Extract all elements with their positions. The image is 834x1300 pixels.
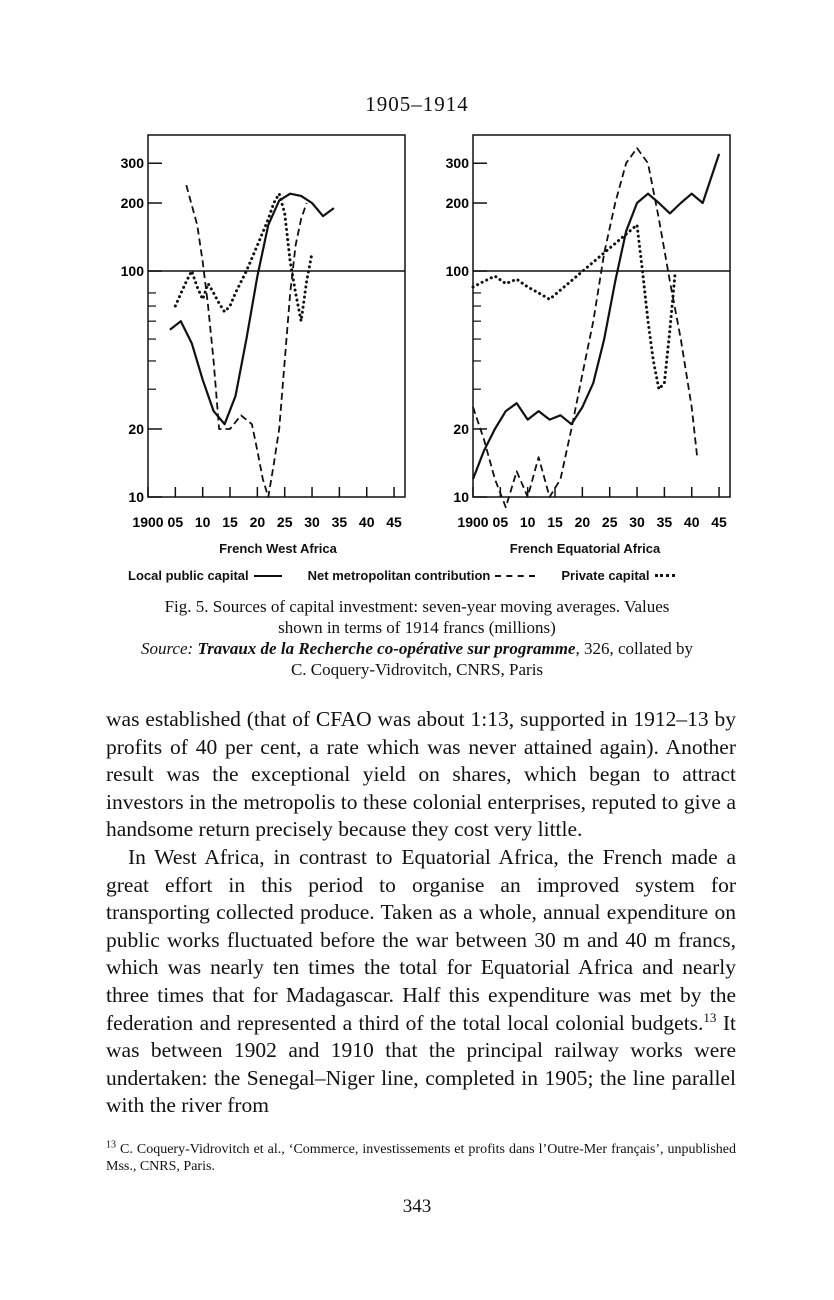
y-tick-label: 300 — [445, 155, 469, 172]
series-line-dotted — [175, 194, 312, 322]
chart-french-equatorial-africa — [425, 130, 745, 540]
caption-source: Source: Travaux de la Recherche co-opérative sur programme, 326, collated by — [140, 639, 694, 658]
body-text — [106, 706, 736, 1120]
paragraph-2 — [106, 844, 736, 1120]
x-tick-label: 40 — [358, 514, 375, 530]
x-tick-label: 25 — [601, 514, 618, 530]
x-tick-label: 15 — [222, 514, 238, 530]
footnote-number: 13 — [106, 1139, 116, 1151]
caption-source-label: Source — [140, 639, 188, 658]
x-tick-label: 20 — [249, 514, 266, 530]
x-tick-label: 05 — [167, 514, 184, 530]
footnote-ref-13[interactable]: 13 — [703, 1009, 717, 1025]
x-tick-label: 1900 — [132, 514, 164, 530]
y-tick-label: 20 — [453, 420, 469, 437]
region-label-equatorial: French Equatorial Africa — [509, 541, 661, 556]
y-tick-label: 200 — [120, 195, 144, 212]
caption-line-1: Fig. 5. Sources of capital investment: seven-year moving averages. Values — [164, 597, 670, 616]
x-tick-label: 30 — [629, 514, 645, 530]
y-tick-label: 100 — [445, 263, 469, 280]
y-tick-label: 10 — [453, 489, 469, 505]
legend-swatch-dashed — [495, 575, 535, 577]
legend-label-private: Private capital — [561, 568, 650, 583]
x-tick-label: 30 — [304, 514, 320, 530]
x-tick-label: 05 — [492, 514, 509, 530]
y-tick-label: 100 — [120, 263, 144, 280]
x-tick-label: 35 — [331, 514, 348, 530]
footnote-text: C. Coquery-Vidrovitch et al., ‘Commerce, investissements et profits dans l’Outre-Mer français’, unpublished Mss., CNRS, Paris. — [106, 1142, 736, 1174]
paragraph-2-part-a: In West Africa, in contrast to Equatorial Africa, the French made a great effort in this period to organise an improved system for transporting collected produce. Taken as a whole, annual expenditure on public works fluctuated before the war between 30 m and 40 m francs, which was nearly ten times the total for Equatorial Africa and nearly three times that for Madagascar. Half this expenditure was met by the federation and represented a third of the total local colonial budgets. — [106, 844, 736, 1035]
y-tick-label: 200 — [445, 195, 469, 212]
x-tick-label: 15 — [547, 514, 563, 530]
caption-line-4: C. Coquery-Vidrovitch, CNRS, Paris — [290, 660, 544, 679]
chart-french-west-africa — [100, 130, 420, 540]
legend-swatch-solid — [254, 575, 282, 577]
legend-item-private — [561, 568, 674, 583]
page-number: 343 — [402, 1196, 432, 1217]
y-tick-label: 300 — [120, 155, 144, 172]
series-line-dotted — [473, 225, 675, 389]
legend-swatch-dotted — [655, 574, 675, 577]
legend — [128, 568, 768, 583]
series-line-solid — [170, 194, 334, 425]
x-tick-label: 25 — [276, 514, 293, 530]
y-tick-label: 10 — [128, 489, 144, 505]
series-line-dashed — [473, 148, 697, 507]
paragraph-2-part-b: It was between 1902 and 1910 that the principal railway works were undertaken: the Senegal–Niger line, completed in 1905; the line parallel with the river from — [106, 1010, 736, 1118]
x-tick-label: 45 — [711, 514, 727, 530]
caption-source-rest: , 326, collated by — [575, 639, 694, 658]
caption-source-title: Travaux de la Recherche co-opérative sur programme — [197, 639, 576, 658]
running-head: 1905–1914 — [365, 92, 469, 116]
caption-line-2: shown in terms of 1914 francs (millions) — [278, 618, 556, 637]
footnote — [106, 1141, 736, 1175]
x-tick-label: 35 — [656, 514, 673, 530]
figure-caption — [110, 596, 724, 680]
region-label-west: French West Africa — [219, 541, 337, 556]
y-tick-label: 20 — [128, 420, 144, 437]
x-tick-label: 10 — [519, 514, 536, 530]
plot-frame — [473, 135, 730, 497]
x-tick-label: 40 — [683, 514, 700, 530]
legend-label-local: Local public capital — [128, 568, 249, 583]
legend-item-local — [128, 568, 282, 583]
x-tick-label: 45 — [386, 514, 402, 530]
legend-item-net — [308, 568, 536, 583]
x-tick-label: 1900 — [457, 514, 489, 530]
paragraph-1: was established (that of CFAO was about 1:13, supported in 1912–13 by profits of 40 per cent, a rate which was never attained again). Another result was the exceptional yield on shares, which began to attract investors in the metropolis to these colonial enterprises, reputed to give a handsome return precisely because they cost very little. — [106, 707, 736, 842]
series-line-solid — [473, 154, 719, 479]
x-tick-label: 20 — [574, 514, 591, 530]
x-tick-label: 10 — [194, 514, 211, 530]
legend-label-net: Net metropolitan contribution — [307, 568, 491, 583]
